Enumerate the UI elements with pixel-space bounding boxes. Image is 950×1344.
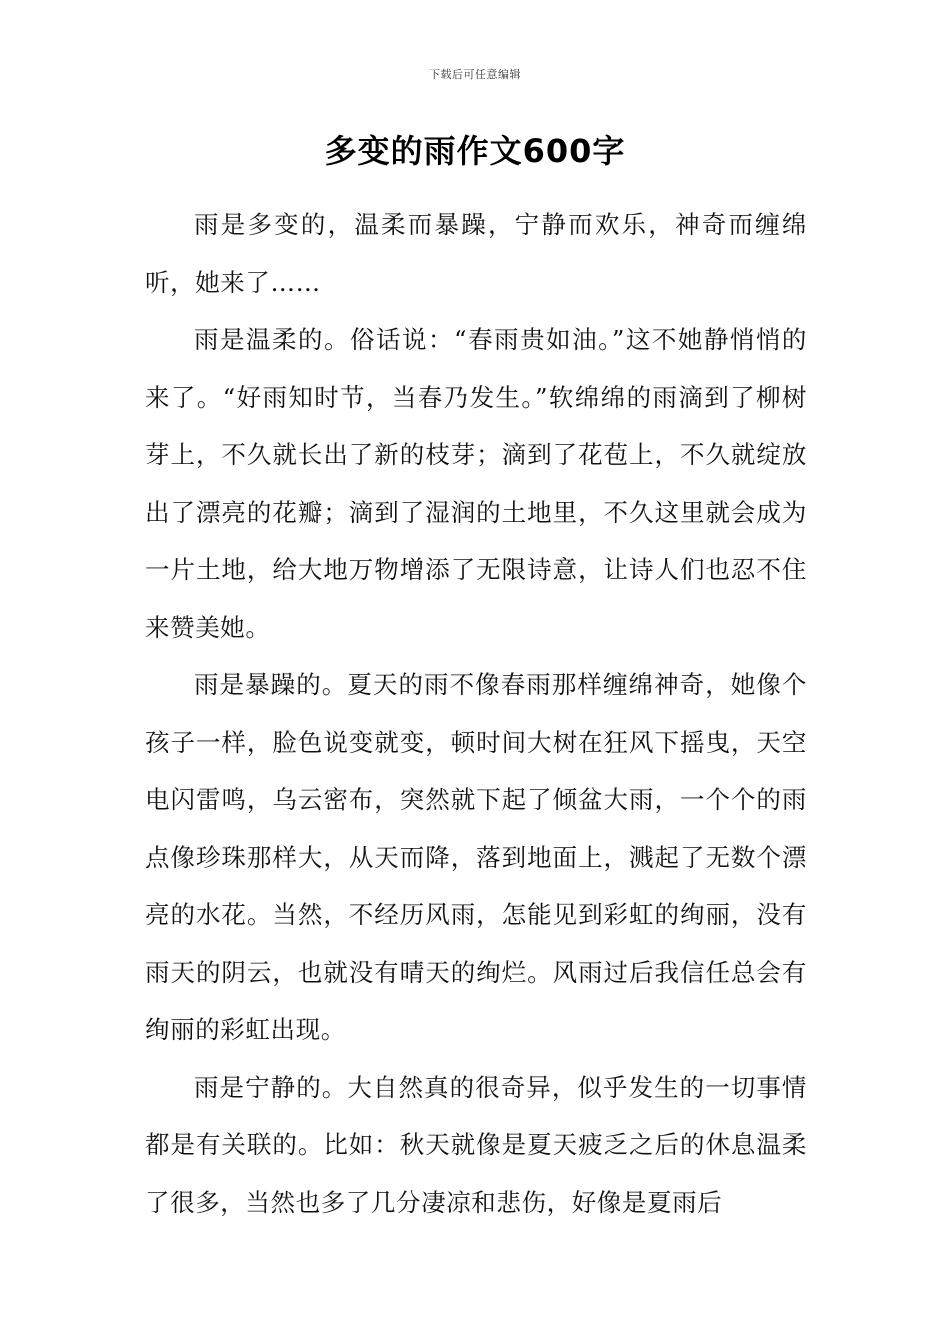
essay-body — [145, 196, 807, 1231]
header-note: 下载后可任意编辑 — [429, 68, 521, 81]
paragraph: 雨是宁静的。大自然真的很奇异，似乎发生的一切事情都是有关联的。比如：秋天就像是夏天疲乏之后的休息温柔了很多，当然也多了几分凄凉和悲伤，好像是夏雨后 — [145, 1072, 807, 1217]
paragraph: 雨是温柔的。俗话说：“春雨贵如油。”这不她静悄悄的来了。“好雨知时节，当春乃发生。”软绵绵的雨滴到了柳树芽上，不久就长出了新的枝芽；滴到了花苞上，不久就绽放出了漂亮的花瓣；滴到了湿润的土地里，不久这里就会成为一片土地，给大地万物增添了无限诗意，让诗人们也忍不住来赞美她。 — [145, 325, 807, 642]
page-title: 多变的雨作文600字 — [324, 132, 626, 170]
paragraph: 雨是暴躁的。夏天的雨不像春雨那样缠绵神奇，她像个孩子一样，脸色说变就变，顿时间大树在狂风下摇曳，天空电闪雷鸣，乌云密布，突然就下起了倾盆大雨，一个个的雨点像珍珠那样大，从天而降，落到地面上，溅起了无数个漂亮的水花。当然，不经历风雨，怎能见到彩虹的绚丽，没有雨天的阴云，也就没有晴天的绚烂。风雨过后我信任总会有绚丽的彩虹出现。 — [145, 670, 807, 1044]
paragraph: 雨是多变的，温柔而暴躁，宁静而欢乐，神奇而缠绵听，她来了…… — [145, 210, 807, 297]
